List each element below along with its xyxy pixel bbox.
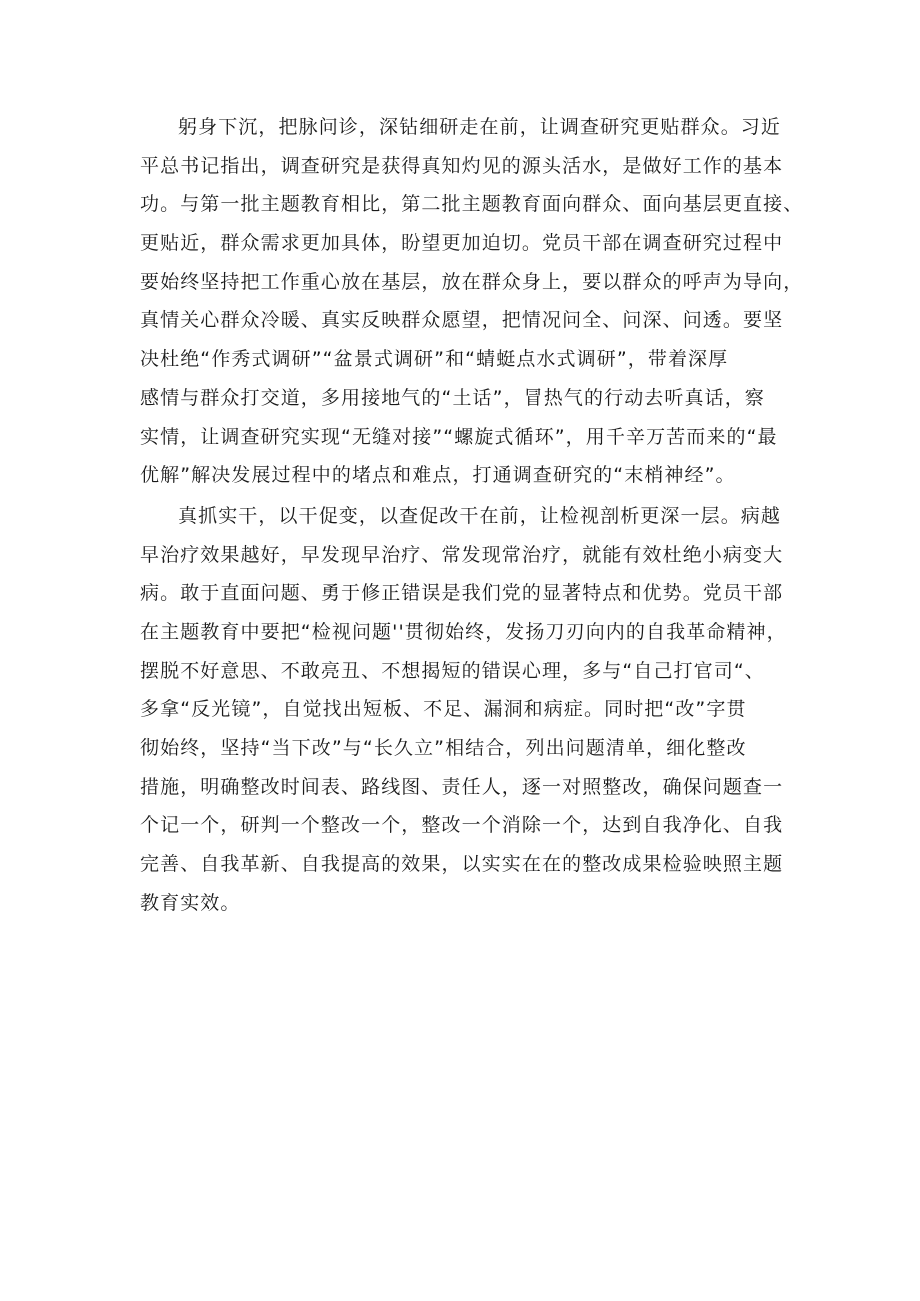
text-line: 措施，明确整改时间表、路线图、责任人，逐一对照整改，确保问题查一 [140, 775, 784, 798]
text-line: 个记一个，研判一个整改一个，整改一个消除一个，达到自我净化、自我 [140, 814, 784, 837]
document-body [140, 108, 804, 922]
text-line: 在主题教育中要把“检视问题''贯彻始终，发扬刀刃向内的自我革命精神， [140, 620, 787, 643]
text-line: 决杜绝“作秀式调研”“盆景式调研”和“蜻蜓点水式调研”，带着深厚 [140, 348, 729, 371]
text-line: 教育实效。 [140, 891, 241, 914]
text-line: 病。敢于直面问题、勇于修正错误是我们党的显著特点和优势。党员干部 [140, 582, 784, 605]
text-line: 平总书记指出，调查研究是获得真知灼见的源头活水，是做好工作的基本 [140, 154, 784, 177]
text-line: 功。与第一批主题教育相比，第二批主题教育面向群众、面向基层更直接、 [140, 193, 804, 216]
text-line: 真抓实干，以干促变，以查促改干在前，让检视剖析更深一层。病越 [178, 504, 782, 527]
text-line: 躬身下沉，把脉问诊，深钻细研走在前，让调查研究更贴群众。习近 [178, 116, 782, 138]
text-line: 实情，让调查研究实现“无缝对接”“螺旋式循环”，用千辛万苦而来的“最 [140, 425, 778, 448]
text-line: 更贴近，群众需求更加具体，盼望更加迫切。党员干部在调查研究过程中 [140, 232, 784, 255]
text-line: 彻始终，坚持“当下改”与“长久立”相结合，列出问题清单，细化整改 [140, 737, 747, 759]
text-line: 感情与群众打交道，多用接地气的“土话”，冒热气的行动去听真话，察 [140, 386, 765, 409]
paragraph-2 [140, 497, 787, 923]
paragraph-1 [140, 108, 804, 495]
text-line: 早治疗效果越好，早发现早治疗、常发现常治疗，就能有效杜绝小病变大 [140, 543, 784, 566]
text-line: 优解”解决发展过程中的堵点和难点，打通调查研究的“末梢神经”。 [140, 464, 736, 487]
text-line: 摆脱不好意思、不敢亮丑、不想揭短的错误心理，多与“自己打官司“、 [140, 659, 765, 682]
text-line: 要始终坚持把工作重心放在基层，放在群众身上，要以群众的呼声为导向， [140, 270, 804, 293]
text-line: 多拿“反光镜”，自觉找出短板、不足、漏洞和病症。同时把“改”字贯 [140, 698, 747, 721]
text-line: 完善、自我革新、自我提高的效果，以实实在在的整改成果检验映照主题 [140, 853, 784, 876]
text-line: 真情关心群众冷暖、真实反映群众愿望，把情况问全、问深、问透。要坚 [140, 309, 784, 332]
